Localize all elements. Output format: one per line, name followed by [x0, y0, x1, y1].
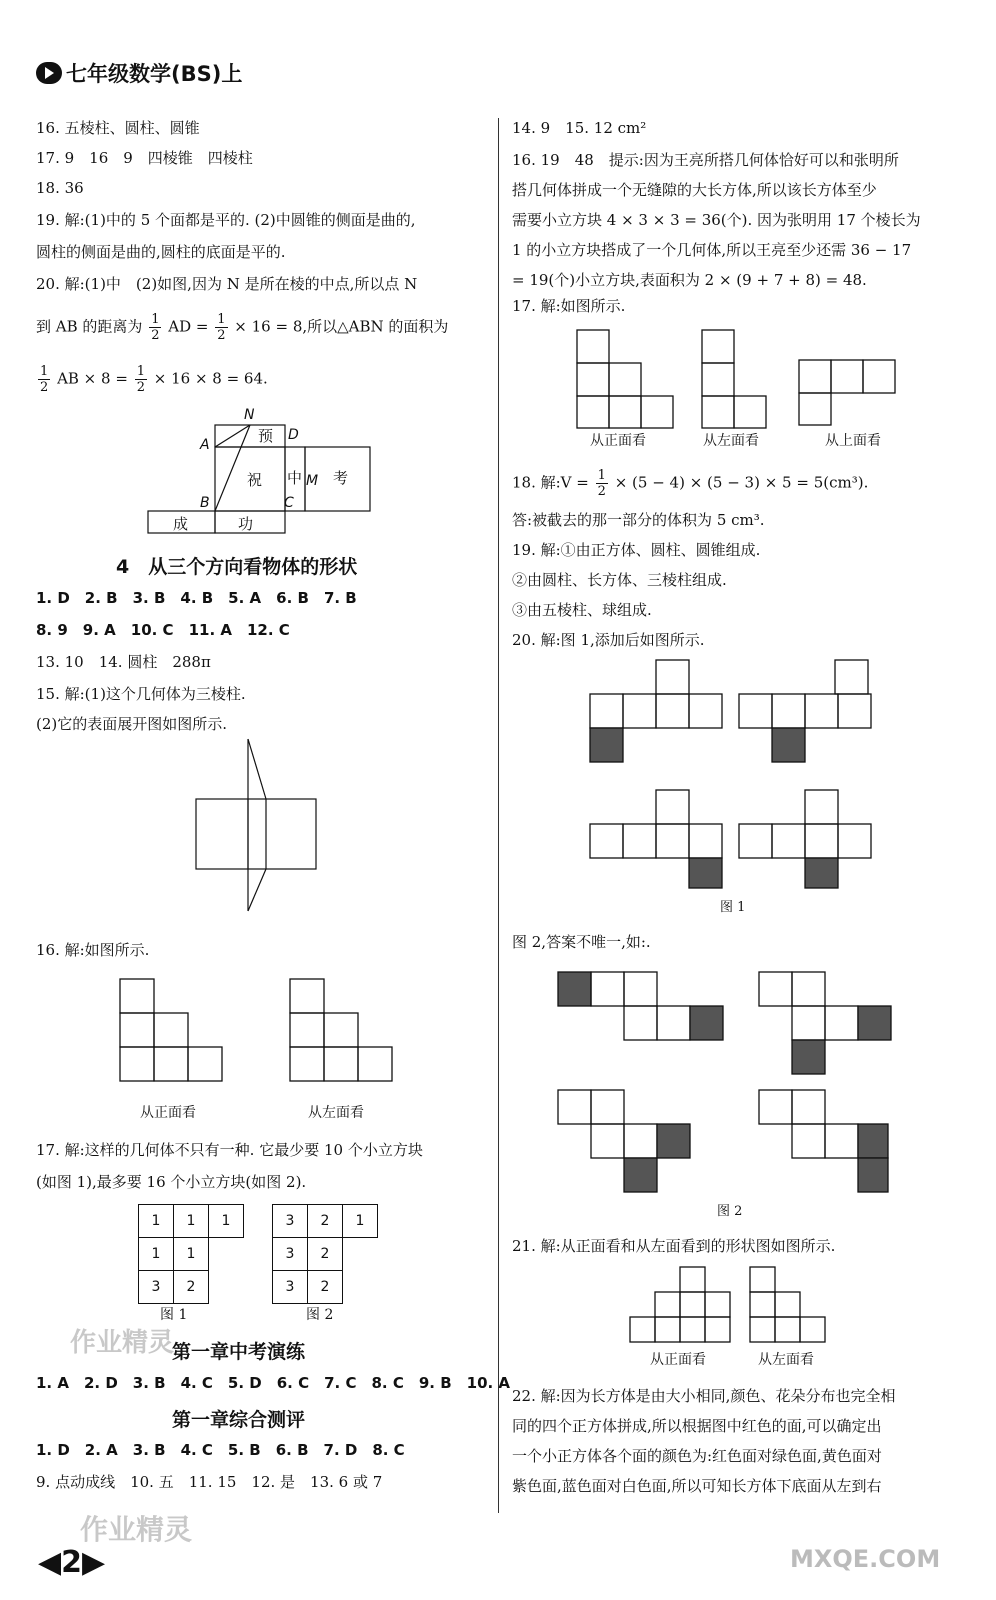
prism-net-diagram: [190, 735, 325, 915]
grid-cell: 2: [308, 1238, 343, 1271]
answer-line: 18. 36: [36, 179, 84, 197]
answer-line: 17. 解:如图所示.: [512, 297, 626, 315]
top-view-grid: [797, 358, 899, 428]
answer-line: 同的四个正方体拼成,所以根据图中红色的面,可以确定出: [512, 1417, 882, 1435]
cube-net-diagram: [140, 405, 380, 540]
answer-line: 21. 解:从正面看和从左面看到的形状图如图所示.: [512, 1237, 836, 1255]
answer-line: 17. 解:这样的几何体不只有一种. 它最少要 10 个小立方块: [36, 1141, 423, 1159]
front-view-grid: [575, 328, 680, 430]
page-number-text: 2: [61, 1545, 82, 1580]
grid-cell: [209, 1238, 244, 1271]
grid-row: [273, 1205, 378, 1238]
label-B: B: [200, 495, 210, 511]
answer-line: 9. 点动成线 10. 五 11. 15 12. 是 13. 6 或 7: [36, 1473, 383, 1491]
grid-cell: 3: [273, 1271, 308, 1304]
net-line: [248, 869, 266, 911]
text-segment: AD =: [168, 317, 209, 336]
answer-line: 1. D 2. B 3. B 4. B 5. A 6. B 7. B: [36, 589, 357, 607]
answer-line: 1 的小立方块搭成了一个几何体,所以王亮至少还需 36 − 17: [512, 241, 912, 259]
front-view-grid: [118, 975, 228, 1087]
label-zhong: 中: [287, 469, 303, 487]
numerator: 1: [136, 364, 145, 379]
figure-2-nets: [556, 970, 896, 1195]
answer-line: 需要小立方块 4 × 3 × 3 = 36(个). 因为张明用 17 个棱长为: [512, 211, 921, 229]
label-yu: 预: [258, 427, 274, 445]
net-line: [215, 425, 250, 447]
caption: 从正面看: [590, 433, 646, 449]
answer-line: 紫色面,蓝色面对白色面,所以可知长方体下底面从左到右: [512, 1477, 882, 1495]
grid-cell: 1: [209, 1205, 244, 1238]
grid-cell: 3: [139, 1271, 174, 1304]
answer-line: 圆柱的侧面是曲的,圆柱的底面是平的.: [36, 243, 286, 261]
answer-line: 答:被截去的那一部分的体积为 5 cm³.: [512, 511, 765, 529]
text-segment: × (5 − 4) × (5 − 3) × 5 = 5(cm³).: [614, 473, 869, 492]
denominator: 2: [151, 328, 160, 343]
answer-line: 1. A 2. D 3. B 4. C 5. D 6. C 7. C 8. C 9. B 10. A: [36, 1374, 511, 1392]
page-number: [38, 1545, 105, 1580]
answer-line: [36, 364, 268, 395]
grid-cell: 2: [308, 1205, 343, 1238]
figure-label: 图 2: [306, 1307, 334, 1323]
net-face: [215, 425, 285, 447]
label-cheng: 成: [173, 515, 189, 533]
number-grid-1: [138, 1204, 244, 1304]
section-heading: 第一章中考演练: [172, 1341, 306, 1363]
left-view-grid: [748, 1265, 833, 1345]
answer-line: ②由圆柱、长方体、三棱柱组成.: [512, 571, 727, 589]
grid-cell: 1: [174, 1205, 209, 1238]
figure-label: 图 1: [720, 900, 746, 915]
answer-line: 19. 解:(1)中的 5 个面都是平的. (2)中圆锥的侧面是曲的,: [36, 211, 416, 229]
grid-cell: 1: [174, 1238, 209, 1271]
text-segment: 18. 解:V =: [512, 473, 589, 492]
watermark: 作业精灵: [70, 1328, 175, 1358]
text-segment: AB × 8 =: [57, 369, 128, 388]
fraction: [149, 312, 161, 343]
arrow-right-icon: ▶: [81, 1545, 106, 1580]
numerator: 1: [40, 364, 49, 379]
grid-cell: [343, 1271, 378, 1304]
numerator: 1: [597, 468, 606, 483]
answer-line: 16. 解:如图所示.: [36, 941, 150, 959]
answer-line: [36, 312, 448, 343]
fraction: [596, 468, 608, 499]
answer-line: 搭几何体拼成一个无缝隙的大长方体,所以该长方体至少: [512, 181, 877, 199]
answer-line: 13. 10 14. 圆柱 288π: [36, 653, 211, 671]
text-segment: 到 AB 的距离为: [36, 317, 143, 336]
watermark: 作业精灵: [80, 1513, 193, 1546]
grid-cell: 1: [343, 1205, 378, 1238]
answer-line: ③由五棱柱、球组成.: [512, 601, 652, 619]
label-D: D: [288, 427, 299, 443]
grid-cell: [209, 1271, 244, 1304]
grid-cell: [343, 1238, 378, 1271]
grid-row: [273, 1271, 378, 1304]
caption: 从上面看: [825, 433, 881, 449]
answer-line: = 19(个)小立方块,表面积为 2 × (9 + 7 + 8) = 48.: [512, 271, 867, 289]
answer-line: 图 2,答案不唯一,如:.: [512, 933, 651, 951]
text-segment: × 16 × 8 = 64.: [153, 369, 268, 388]
denominator: 2: [217, 328, 226, 343]
front-view-grid: [626, 1265, 736, 1345]
grid-row: [273, 1238, 378, 1271]
grid-row: [139, 1205, 244, 1238]
answer-line: 8. 9 9. A 10. C 11. A 12. C: [36, 621, 290, 639]
denominator: 2: [40, 380, 49, 395]
label-gong: 功: [238, 515, 254, 533]
label-zhu: 祝: [247, 471, 263, 489]
answer-line: 20. 解:图 1,添加后如图所示.: [512, 631, 705, 649]
net-rect: [196, 799, 316, 869]
grid-cell: 2: [174, 1271, 209, 1304]
numerator: 1: [217, 312, 226, 327]
denominator: 2: [136, 380, 145, 395]
label-N: N: [244, 407, 255, 423]
label-M: M: [306, 473, 319, 489]
answer-line: 1. D 2. A 3. B 4. C 5. B 6. B 7. D 8. C: [36, 1441, 405, 1459]
fraction: [215, 312, 227, 343]
net-line: [248, 739, 266, 799]
text-segment: × 16 = 8,所以△ABN 的面积为: [234, 317, 449, 336]
fraction: [38, 364, 50, 395]
denominator: 2: [597, 484, 606, 499]
answer-line: 16. 19 48 提示:因为王亮所搭几何体恰好可以和张明所: [512, 151, 899, 169]
grid-cell: 2: [308, 1271, 343, 1304]
grid-cell: 1: [139, 1238, 174, 1271]
section-heading: 第一章综合测评: [172, 1409, 306, 1431]
left-view-grid: [700, 328, 772, 430]
page-header: [36, 58, 242, 88]
grid-row: [139, 1271, 244, 1304]
grid-table: [272, 1204, 378, 1304]
grid-cell: 1: [139, 1205, 174, 1238]
answer-line: 17. 9 16 9 四棱锥 四棱柱: [36, 149, 253, 167]
caption: 从正面看: [650, 1352, 706, 1368]
numerator: 1: [151, 312, 160, 327]
caption: 从正面看: [140, 1105, 196, 1121]
answer-line: (如图 1),最多要 16 个小立方块(如图 2).: [36, 1173, 307, 1191]
watermark: MXQE.COM: [790, 1545, 941, 1573]
answer-line: 20. 解:(1)中 (2)如图,因为 N 是所在棱的中点,所以点 N: [36, 275, 418, 293]
section-heading: 4 从三个方向看物体的形状: [116, 556, 358, 578]
answer-line: 一个小正方体各个面的颜色为:红色面对绿色面,黄色面对: [512, 1447, 882, 1465]
column-divider: [498, 118, 499, 1513]
caption: 从左面看: [758, 1352, 814, 1368]
figure-label: 图 2: [717, 1204, 743, 1219]
figure-label: 图 1: [160, 1307, 188, 1323]
number-grid-2: [272, 1204, 378, 1304]
grid-cell: 3: [273, 1238, 308, 1271]
answer-line: 15. 解:(1)这个几何体为三棱柱.: [36, 685, 246, 703]
answer-line: 16. 五棱柱、圆柱、圆锥: [36, 119, 200, 137]
label-kao: 考: [333, 469, 349, 487]
caption: 从左面看: [703, 433, 759, 449]
caption: 从左面看: [308, 1105, 364, 1121]
grid-table: [138, 1204, 244, 1304]
net-line: [215, 425, 250, 511]
answer-line: 22. 解:因为长方体是由大小相同,颜色、花朵分布也完全相: [512, 1387, 896, 1405]
play-logo-icon: [36, 62, 62, 84]
fraction: [135, 364, 147, 395]
answer-line: (2)它的表面展开图如图所示.: [36, 715, 228, 733]
label-A: A: [200, 437, 210, 453]
answer-line: 14. 9 15. 12 cm²: [512, 119, 647, 137]
arrow-left-icon: ◀: [38, 1545, 62, 1580]
answer-line: [512, 468, 868, 499]
grid-cell: 3: [273, 1205, 308, 1238]
grid-row: [139, 1238, 244, 1271]
left-view-grid: [288, 975, 398, 1087]
figure-1-nets: [588, 658, 908, 890]
answer-line: 19. 解:①由正方体、圆柱、圆锥组成.: [512, 541, 761, 559]
label-C: C: [284, 495, 294, 511]
header-title: 七年级数学(BS)上: [66, 62, 243, 86]
